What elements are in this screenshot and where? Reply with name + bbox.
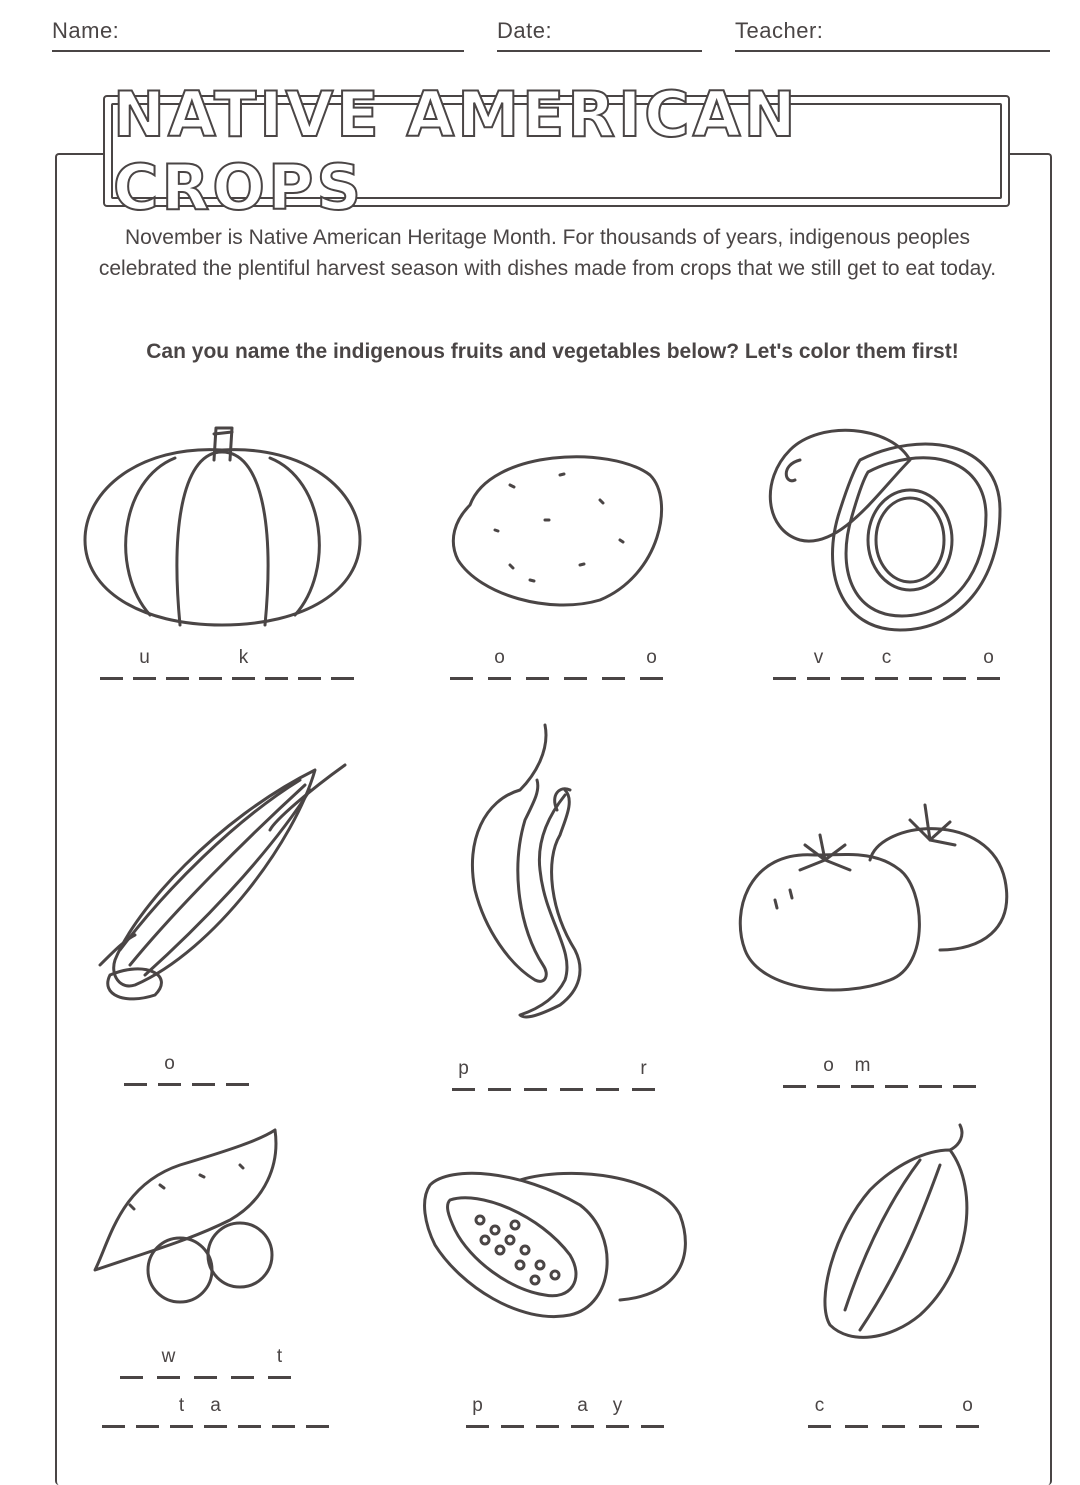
letter-blank[interactable] xyxy=(298,647,321,680)
date-field[interactable] xyxy=(497,14,702,54)
teacher-label: Teacher: xyxy=(735,18,824,43)
letter-blank[interactable]: k xyxy=(232,647,255,680)
letter-blank[interactable] xyxy=(882,1395,905,1428)
cacao-icon xyxy=(820,1120,980,1345)
letter-blank[interactable] xyxy=(564,647,587,680)
date-label: Date: xyxy=(497,18,553,43)
letter-blank[interactable]: o xyxy=(640,647,663,680)
letter-blank[interactable] xyxy=(536,1395,559,1428)
avocado-icon xyxy=(760,420,1010,635)
letter-blank[interactable] xyxy=(238,1395,261,1428)
blanks-potato[interactable] xyxy=(450,646,678,680)
letter-blank[interactable] xyxy=(199,647,222,680)
letter-blank[interactable]: o xyxy=(488,647,511,680)
blanks-avocado[interactable] xyxy=(773,646,1011,680)
letter-blank[interactable]: o xyxy=(977,647,1000,680)
letter-blank[interactable] xyxy=(560,1058,583,1091)
letter-blank[interactable] xyxy=(136,1395,159,1428)
letter-blank[interactable]: w xyxy=(157,1346,180,1379)
letter-blank[interactable]: p xyxy=(452,1058,475,1091)
letter-blank[interactable] xyxy=(450,647,473,680)
letter-blank[interactable] xyxy=(602,647,625,680)
letter-blank[interactable]: c xyxy=(808,1395,831,1428)
letter-blank[interactable]: o xyxy=(956,1395,979,1428)
page-title: NATIVE AMERICAN CROPS xyxy=(113,78,799,224)
letter-blank[interactable] xyxy=(102,1395,125,1428)
letter-blank[interactable] xyxy=(166,647,189,680)
date-line xyxy=(497,50,702,52)
letter-blank[interactable]: v xyxy=(807,647,830,680)
blanks-pumpkin[interactable] xyxy=(100,646,364,680)
letter-blank[interactable]: y xyxy=(606,1395,629,1428)
letter-blank[interactable] xyxy=(100,647,123,680)
name-label: Name: xyxy=(52,18,120,43)
tomato-icon xyxy=(730,800,1010,1000)
letter-blank[interactable]: u xyxy=(133,647,156,680)
teacher-field[interactable] xyxy=(735,14,1050,54)
letter-blank[interactable]: o xyxy=(817,1055,840,1088)
letter-blank[interactable]: r xyxy=(632,1058,655,1091)
blanks-cacao[interactable] xyxy=(808,1394,993,1428)
blanks-corn[interactable] xyxy=(124,1052,260,1086)
letter-blank[interactable]: c xyxy=(875,647,898,680)
name-field[interactable] xyxy=(52,14,464,54)
letter-blank[interactable]: o xyxy=(158,1053,181,1086)
letter-blank[interactable] xyxy=(488,1058,511,1091)
letter-blank[interactable] xyxy=(265,647,288,680)
letter-blank[interactable] xyxy=(231,1346,254,1379)
blanks-pepper[interactable] xyxy=(452,1057,668,1091)
letter-blank[interactable]: m xyxy=(851,1055,874,1088)
blanks-papaya[interactable] xyxy=(466,1394,676,1428)
sweet-potato-icon xyxy=(90,1125,285,1305)
letter-blank[interactable] xyxy=(841,647,864,680)
name-line xyxy=(52,50,464,52)
letter-blank[interactable] xyxy=(501,1395,524,1428)
letter-blank[interactable] xyxy=(120,1346,143,1379)
letter-blank[interactable] xyxy=(306,1395,329,1428)
letter-blank[interactable]: p xyxy=(466,1395,489,1428)
letter-blank[interactable] xyxy=(885,1055,908,1088)
papaya-icon xyxy=(420,1165,690,1325)
letter-blank[interactable] xyxy=(526,647,549,680)
letter-blank[interactable] xyxy=(272,1395,295,1428)
title-banner xyxy=(103,78,1010,224)
letter-blank[interactable] xyxy=(783,1055,806,1088)
letter-blank[interactable] xyxy=(773,647,796,680)
question-prompt: Can you name the indigenous fruits and vegetables below? Let's color them first! xyxy=(146,340,959,363)
blanks-tomato[interactable] xyxy=(783,1054,987,1088)
letter-blank[interactable] xyxy=(845,1395,868,1428)
letter-blank[interactable] xyxy=(919,1395,942,1428)
letter-blank[interactable]: t xyxy=(170,1395,193,1428)
pepper-icon xyxy=(465,720,620,1025)
letter-blank[interactable] xyxy=(641,1395,664,1428)
letter-blank[interactable]: a xyxy=(571,1395,594,1428)
blanks-sweet-potato-1[interactable] xyxy=(120,1345,305,1379)
corn-icon xyxy=(95,760,350,1005)
letter-blank[interactable] xyxy=(194,1346,217,1379)
letter-blank[interactable] xyxy=(192,1053,215,1086)
letter-blank[interactable] xyxy=(919,1055,942,1088)
letter-blank[interactable] xyxy=(909,647,932,680)
letter-blank[interactable]: t xyxy=(268,1346,291,1379)
pumpkin-icon xyxy=(80,420,365,630)
letter-blank[interactable]: a xyxy=(204,1395,227,1428)
potato-icon xyxy=(450,445,670,610)
letter-blank[interactable] xyxy=(953,1055,976,1088)
blanks-sweet-potato-2[interactable] xyxy=(102,1394,340,1428)
letter-blank[interactable] xyxy=(596,1058,619,1091)
letter-blank[interactable] xyxy=(524,1058,547,1091)
letter-blank[interactable] xyxy=(331,647,354,680)
teacher-line xyxy=(735,50,1050,52)
intro-paragraph: November is Native American Heritage Month. For thousands of years, indigenous peoples celebrated the plentiful harvest season with dishes made from crops that we still get to eat today. xyxy=(98,226,997,280)
letter-blank[interactable] xyxy=(124,1053,147,1086)
letter-blank[interactable] xyxy=(943,647,966,680)
letter-blank[interactable] xyxy=(226,1053,249,1086)
